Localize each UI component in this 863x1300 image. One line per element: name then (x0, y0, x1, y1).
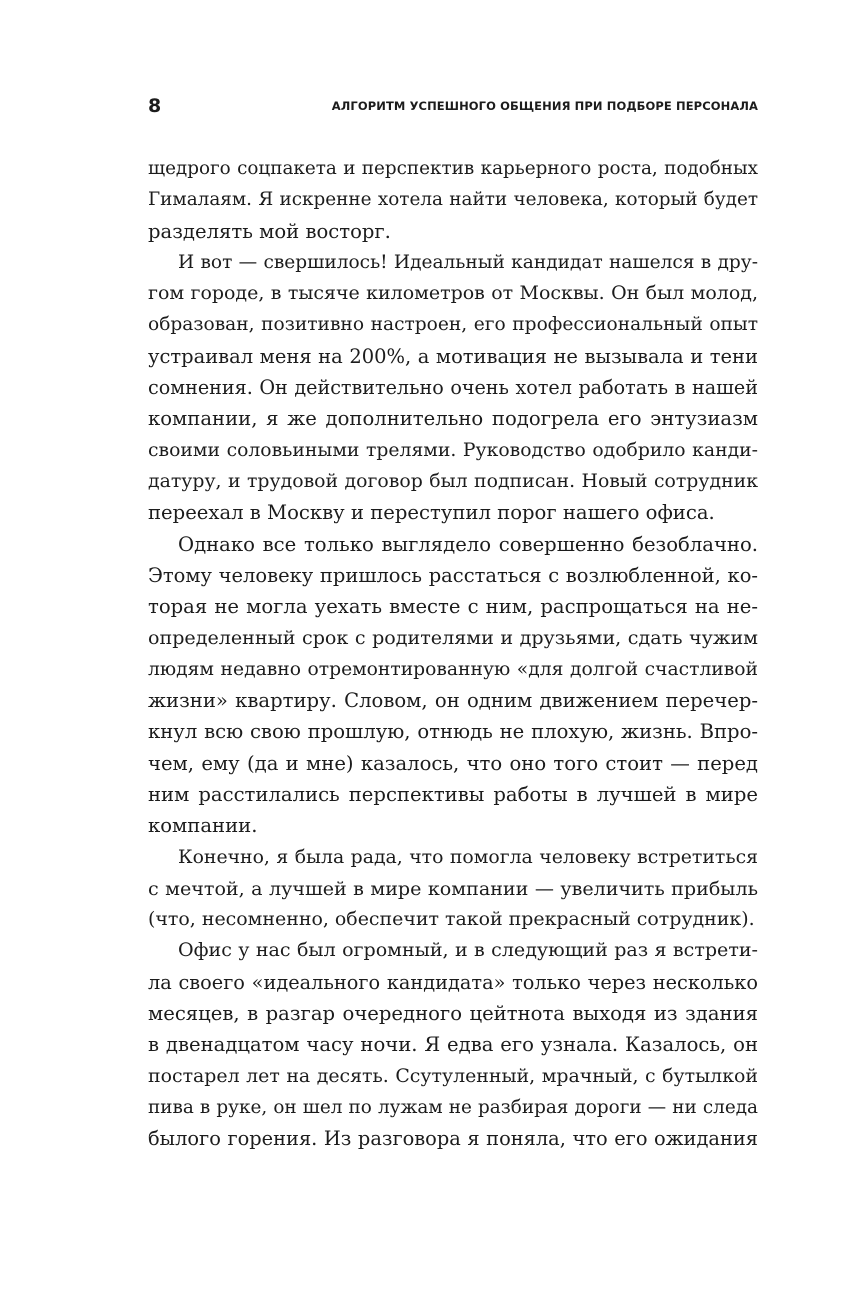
text-line: компании. (148, 814, 258, 838)
text-line: кнул всю свою прошлую, отнюдь не плохую, жизнь. Впро- (148, 720, 758, 744)
text-line: переехал в Москву и переступил порог нашего офиса. (148, 501, 715, 525)
text-line: в двенадцатом часу ночи. Я едва его узнала. Казалось, он (148, 1033, 758, 1057)
running-title: АЛГОРИТМ УСПЕШНОГО ОБЩЕНИЯ ПРИ ПОДБОРЕ ПЕРСОНАЛА (331, 99, 758, 113)
text-line: чем, ему (да и мне) казалось, что оно того стоит — перед (148, 751, 758, 775)
text-line: разделять мой восторг. (148, 219, 391, 243)
text-line: (что, несомненно, обеспечит такой прекрасный сотрудник). (148, 908, 755, 931)
text-line: компании, я же дополнительно подогрела его энтузиазм (148, 407, 758, 431)
text-line: Гималаям. Я искренне хотела найти человека, который будет (148, 189, 758, 211)
text-line: щедрого соцпакета и перспектив карьерного роста, подобных (148, 158, 758, 179)
text-line: Однако все только выглядело совершенно безоблачно. (178, 532, 758, 556)
text-line: образован, позитивно настроен, его профессиональный опыт (148, 314, 758, 336)
text-line: месяцев, в разгар очередного цейтнота выходя из здания (148, 1002, 758, 1026)
text-line: сомнения. Он действительно очень хотел работать в нашей (148, 376, 758, 400)
body-text (148, 153, 758, 1155)
text-line: гом городе, в тысяче километров от Москвы. Он был молод, (148, 282, 758, 305)
text-line: пива в руке, он шел по лужам не разбирая дороги — ни следа (148, 1096, 758, 1118)
text-line: с мечтой, а лучшей в мире компании — увеличить прибыль (148, 876, 758, 900)
text-line: жизни» квартиру. Словом, он одним движением перечер- (148, 689, 758, 713)
text-line: Конечно, я была рада, что помогла человеку встретиться (178, 846, 758, 868)
text-line: Офис у нас был огромный, и в следующий раз я встрети- (178, 939, 758, 962)
page-header (148, 94, 758, 118)
text-line: постарел лет на десять. Ссутуленный, мрачный, с бутылкой (148, 1064, 758, 1087)
text-line: И вот — свершилось! Идеальный кандидат нашелся в дру- (178, 251, 758, 273)
text-line: определенный срок с родителями и друзьями, сдать чужим (148, 626, 758, 650)
text-line: людям недавно отремонтированную «для долгой счастливой (148, 658, 758, 680)
text-line: устраивал меня на 200%, а мотивация не вызывала и тени (148, 344, 758, 368)
text-line: ним расстилались перспективы работы в лучшей в мире (148, 782, 758, 806)
text-line: торая не могла уехать вместе с ним, распрощаться на не- (148, 595, 758, 619)
page-number: 8 (148, 95, 162, 117)
text-line: своими соловьиными трелями. Руководство одобрило канди- (148, 439, 758, 461)
text-line: былого горения. Из разговора я поняла, что его ожидания (148, 1127, 758, 1151)
text-line: ла своего «идеального кандидата» только через несколько (148, 970, 758, 994)
text-line: датуру, и трудовой договор был подписан. Новый сотрудник (148, 469, 758, 492)
text-line: Этому человеку пришлось расстаться с возлюбленной, ко- (148, 563, 758, 587)
